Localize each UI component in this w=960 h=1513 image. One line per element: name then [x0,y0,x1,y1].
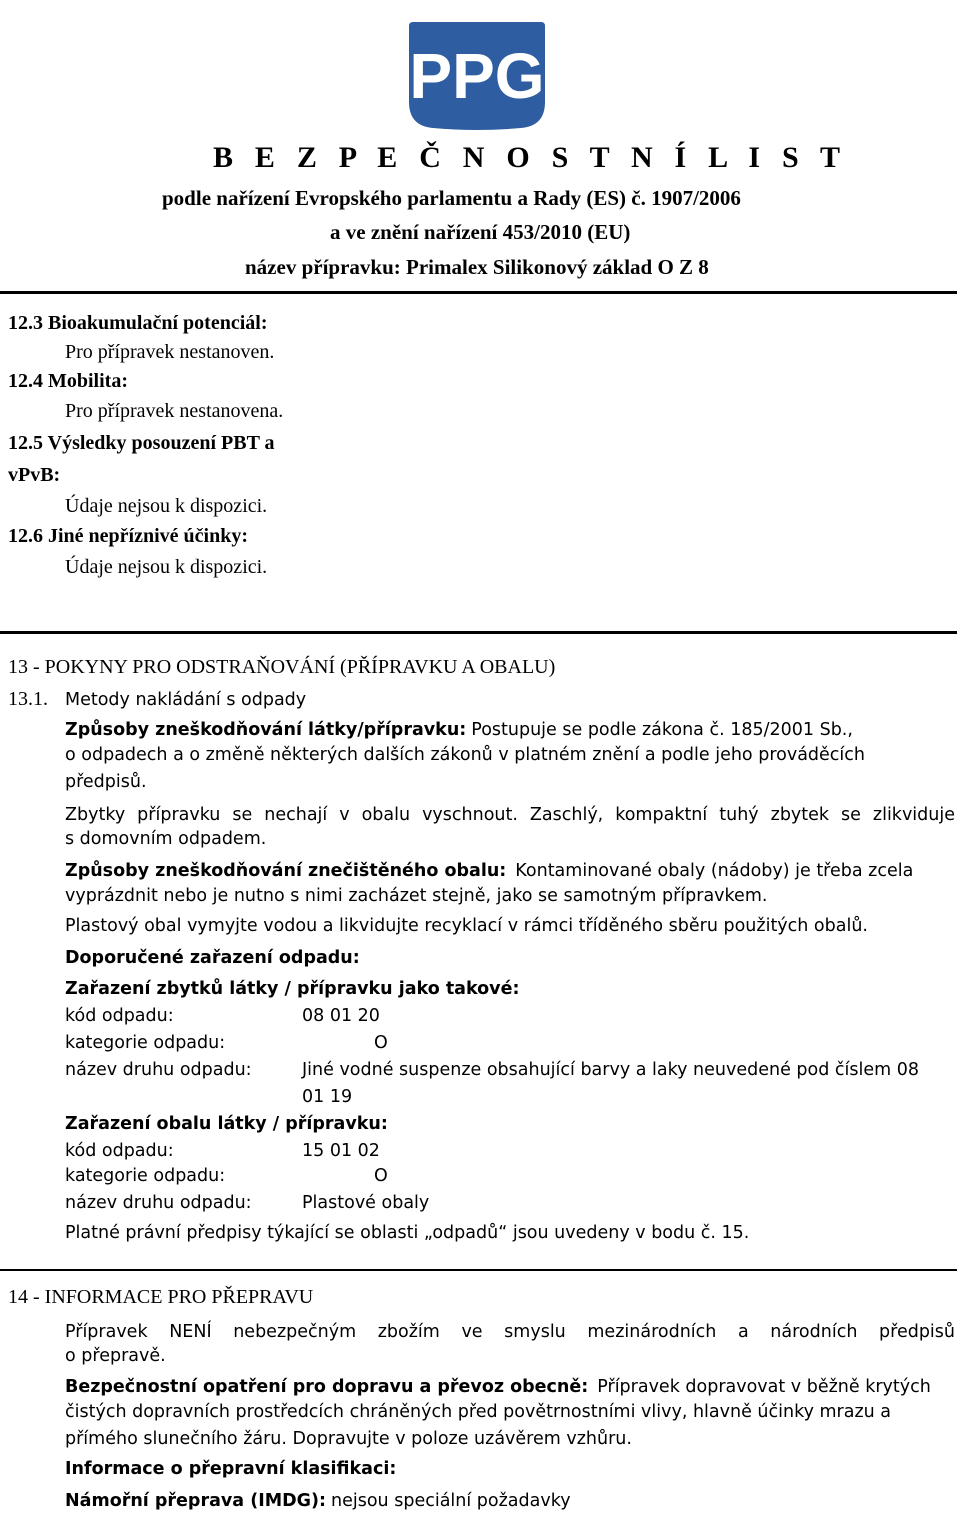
safety-line-2: čistých dopravních prostředcích chráněných před povětrnostními vlivy, hlavně účinky mrazu a [65,1402,892,1422]
residue-line-2: s domovním odpadem. [65,829,267,849]
section13-heading: 13 - POKYNY PRO ODSTRAŇOVÁNÍ (PŘÍPRAVKU A OBALU) [8,656,556,678]
pkg-category-value: O [374,1166,388,1186]
pkg-code-value: 15 01 02 [302,1141,380,1161]
s12-4-text: Pro přípravek nestanovena. [65,400,284,422]
disposal-label: Způsoby zneškodňování látky/přípravku: [65,720,467,740]
s12-3-heading: 12.3 Bioakumulační potenciál: [8,312,268,334]
plastic-text: Plastový obal vymyjte vodou a likvidujte recyklací v rámci tříděného sběru použitých obalů. [65,916,868,936]
imdg-label: Námořní přeprava (IMDG): [65,1491,327,1511]
s12-6-heading: 12.6 Jiné nepříznivé účinky: [8,525,249,547]
packaging-line-2: vyprázdnit nebo je nutno s nimi zacházet stejně, jako se samotným přípravkem. [65,886,768,906]
s13-1-title: Metody nakládání s odpady [65,690,307,710]
pkg-name-label: název druhu odpadu: [65,1193,252,1213]
safety-line-1 [65,1375,931,1398]
code-value: 08 01 20 [302,1006,380,1026]
s12-5-heading-cont: vPvB: [8,464,61,486]
pkg-name-value: Plastové obaly [302,1193,430,1213]
regulation-line: podle nařízení Evropského parlamentu a Rady (ES) č. 1907/2006 [162,186,741,210]
waste-name-label: název druhu odpadu: [65,1060,252,1080]
waste-name-value-cont: 01 19 [302,1087,353,1107]
disposal-line-2: o odpadech a o změně některých dalších zákonů v platném znění a podle jeho prováděcích [65,745,865,765]
transport-text-2: o přepravě. [65,1346,166,1366]
classification-label: Informace o přepravní klasifikaci: [65,1459,397,1479]
disposal-text-a: Postupuje se podle zákona č. 185/2001 Sb., [471,720,853,740]
section13-divider [0,631,957,634]
imdg-line [65,1489,571,1512]
logo-text: PPG [409,40,545,112]
packaging-line-1 [65,859,913,882]
pkg-category-label: kategorie odpadu: [65,1166,226,1186]
product-name: Primalex Silikonový základ O Z 8 [406,255,709,279]
amendment-line: a ve znění nařízení 453/2010 (EU) [330,220,631,244]
s12-6-text: Údaje nejsou k dispozici. [65,556,268,578]
ppg-logo [409,22,545,130]
s13-1-number: 13.1. [8,688,48,710]
s12-3-text: Pro přípravek nestanoven. [65,341,275,363]
s13-1-line [8,688,306,711]
product-label: název přípravku: [245,255,401,279]
s12-5-heading: 12.5 Výsledky posouzení PBT a [8,432,275,454]
safety-text-a: Přípravek dopravovat v běžně krytých [597,1377,931,1397]
section14-divider [0,1269,957,1271]
packaging-text-a: Kontaminované obaly (nádoby) je třeba zcela [515,861,914,881]
s12-5-text: Údaje nejsou k dispozici. [65,495,268,517]
category-value: O [374,1033,388,1053]
safety-label: Bezpečnostní opatření pro dopravu a převoz obecně: [65,1377,589,1397]
disposal-line-3: předpisů. [65,772,147,792]
s12-4-heading: 12.4 Mobilita: [8,370,128,392]
packaging-label: Způsoby zneškodňování znečištěného obalu: [65,861,507,881]
disposal-line-1 [65,718,853,741]
transport-text-1: Přípravek NENÍ nebezpečným zbožím ve smyslu mezinárodních a národních předpisů [65,1322,955,1342]
category-label: kategorie odpadu: [65,1033,226,1053]
pkg-code-label: kód odpadu: [65,1141,174,1161]
legal-note: Platné právní předpisy týkající se oblasti „odpadů“ jsou uvedeny v bodu č. 15. [65,1223,750,1243]
safety-line-3: přímého slunečního žáru. Dopravujte v poloze uzávěrem vzhůru. [65,1429,632,1449]
packaging-classification-label: Zařazení obalu látky / přípravku: [65,1114,388,1134]
residues-classification-label: Zařazení zbytků látky / přípravku jako takové: [65,979,520,999]
section14-heading: 14 - INFORMACE PRO PŘEPRAVU [8,1286,314,1308]
waste-name-value: Jiné vodné suspenze obsahující barvy a laky neuvedené pod číslem 08 [302,1060,920,1080]
product-line [245,255,709,280]
imdg-text: nejsou speciální požadavky [331,1491,571,1511]
header-divider [0,291,957,294]
recommended-label: Doporučené zařazení odpadu: [65,948,360,968]
document-title: B E Z P E Č N O S T N Í L I S T [213,141,848,174]
residue-line-1: Zbytky přípravku se nechají v obalu vyschnout. Zaschlý, kompaktní tuhý zbytek se zlikviduje [65,805,955,825]
code-label: kód odpadu: [65,1006,174,1026]
